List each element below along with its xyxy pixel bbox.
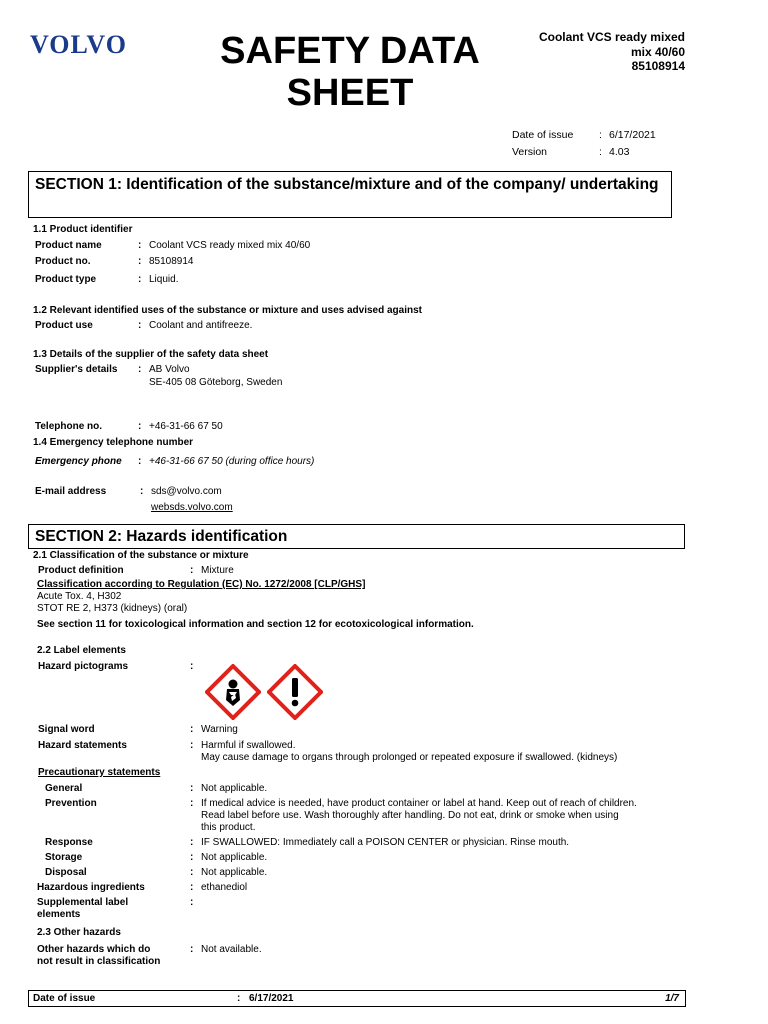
product-no-value: 85108914 [149, 256, 194, 267]
product-definition-value: Mixture [201, 565, 234, 576]
section-2-heading: SECTION 2: Hazards identification [28, 524, 685, 549]
disposal-label: Disposal [45, 867, 87, 878]
date-of-issue-value: 6/17/2021 [609, 129, 656, 141]
hazardous-ingredients-value: ethanediol [201, 882, 248, 893]
section-1-heading: SECTION 1: Identification of the substance/mixture and of the company/ undertaking [28, 171, 672, 218]
email-label: E-mail address [35, 486, 107, 497]
signal-word-label: Signal word [38, 724, 95, 735]
header-product [520, 30, 685, 74]
prevention-label: Prevention [45, 798, 97, 809]
colon: : [190, 661, 194, 672]
section-1-4-heading: 1.4 Emergency telephone number [33, 437, 194, 448]
product-type-label: Product type [35, 274, 97, 285]
page-number: 1/7 [665, 993, 679, 1004]
product-name-value: Coolant VCS ready mixed mix 40/60 [149, 240, 311, 251]
date-of-issue-label: Date of issue [512, 129, 574, 141]
colon: : [138, 320, 142, 331]
colon: : [599, 129, 602, 141]
emergency-phone-label: Emergency phone [35, 456, 122, 467]
colon: : [138, 274, 142, 285]
section-2-1-heading: 2.1 Classification of the substance or mixture [33, 550, 249, 561]
colon: : [190, 724, 194, 735]
header-product-code: 85108914 [631, 59, 685, 73]
product-type-value: Liquid. [149, 274, 179, 285]
prevention-line-2: Read label before use. Wash thoroughly after handling. Do not eat, drink or smoke when using [201, 810, 619, 821]
general-value: Not applicable. [201, 783, 268, 794]
general-label: General [45, 783, 83, 794]
section-1-2-heading: 1.2 Relevant identified uses of the substance or mixture and uses advised against [33, 305, 423, 316]
title-line-1: SAFETY DATA [220, 30, 480, 72]
disposal-value: Not applicable. [201, 867, 268, 878]
colon: : [190, 867, 194, 878]
section-2-2-heading: 2.2 Label elements [37, 645, 126, 656]
colon: : [138, 364, 142, 375]
email-link[interactable]: sds@volvo.com [151, 486, 222, 497]
precautionary-statements-heading: Precautionary statements [38, 767, 161, 778]
colon: : [190, 798, 194, 809]
footer-date-value: 6/17/2021 [249, 993, 294, 1004]
response-value: IF SWALLOWED: Immediately call a POISON CENTER or physician. Rinse mouth. [201, 837, 570, 848]
storage-value: Not applicable. [201, 852, 268, 863]
colon: : [190, 897, 194, 908]
version-label: Version [512, 146, 548, 158]
product-use-value: Coolant and antifreeze. [149, 320, 253, 331]
supplier-label: Supplier's details [35, 364, 118, 375]
version-value: 4.03 [609, 146, 630, 158]
product-definition-label: Product definition [38, 565, 124, 576]
exclamation-mark-pictogram-icon [267, 664, 323, 720]
prevention-line-1: If medical advice is needed, have product container or label at hand. Keep out of reach of children. [201, 798, 637, 809]
product-no-label: Product no. [35, 256, 91, 267]
supplemental-label-line-2: elements [37, 909, 81, 920]
product-use-label: Product use [35, 320, 93, 331]
title-line-2: SHEET [286, 72, 414, 114]
colon: : [190, 740, 194, 751]
telephone-label: Telephone no. [35, 421, 103, 432]
classification-stot-re: STOT RE 2, H373 (kidneys) (oral) [37, 603, 188, 614]
colon: : [138, 256, 142, 267]
colon: : [138, 456, 142, 467]
hazard-statements-label: Hazard statements [38, 740, 127, 751]
other-hazards-label-line-1: Other hazards which do [37, 944, 151, 955]
page-title [200, 30, 500, 114]
colon: : [190, 944, 194, 955]
hazardous-ingredients-label: Hazardous ingredients [37, 882, 145, 893]
section-1-3-heading: 1.3 Details of the supplier of the safety data sheet [33, 349, 269, 360]
footer [28, 990, 686, 1007]
see-section-note: See section 11 for toxicological information and section 12 for ecotoxicological information. [37, 619, 474, 630]
colon: : [190, 837, 194, 848]
colon: : [190, 783, 194, 794]
colon: : [190, 852, 194, 863]
section-2-3-heading: 2.3 Other hazards [37, 927, 121, 938]
colon: : [140, 486, 144, 497]
signal-word-value: Warning [201, 724, 238, 735]
colon: : [190, 882, 194, 893]
hazard-pictograms-label: Hazard pictograms [38, 661, 129, 672]
hazard-statement-2: May cause damage to organs through prolonged or repeated exposure if swallowed. (kidneys) [201, 752, 618, 763]
hazard-statement-1: Harmful if swallowed. [201, 740, 296, 751]
supplier-line-2: SE-405 08 Göteborg, Sweden [149, 377, 283, 388]
colon: : [138, 240, 142, 251]
response-label: Response [45, 837, 93, 848]
colon: : [190, 565, 194, 576]
supplemental-label-line-1: Supplemental label [37, 897, 129, 908]
header-product-line-1: Coolant VCS ready mixed [538, 30, 685, 44]
storage-label: Storage [45, 852, 83, 863]
telephone-value: +46-31-66 67 50 [149, 421, 223, 432]
section-1-1-heading: 1.1 Product identifier [33, 224, 133, 235]
health-hazard-pictogram-icon [205, 664, 261, 720]
supplier-line-1: AB Volvo [149, 364, 190, 375]
colon: : [237, 993, 241, 1004]
emergency-phone-value: +46-31-66 67 50 (during office hours) [149, 456, 315, 467]
other-hazards-label-line-2: not result in classification [37, 956, 161, 967]
website-link[interactable]: websds.volvo.com [151, 502, 233, 513]
volvo-logo: VOLVO [30, 30, 127, 59]
colon: : [599, 146, 602, 158]
prevention-line-3: this product. [201, 822, 256, 833]
header-product-line-2: mix 40/60 [630, 44, 685, 59]
product-name-label: Product name [35, 240, 102, 251]
other-hazards-value: Not available. [201, 944, 262, 955]
classification-acute-tox: Acute Tox. 4, H302 [37, 591, 122, 602]
colon: : [138, 421, 142, 432]
classification-heading: Classification according to Regulation (EC) No. 1272/2008 [CLP/GHS] [37, 579, 366, 590]
footer-date-label: Date of issue [33, 993, 96, 1004]
